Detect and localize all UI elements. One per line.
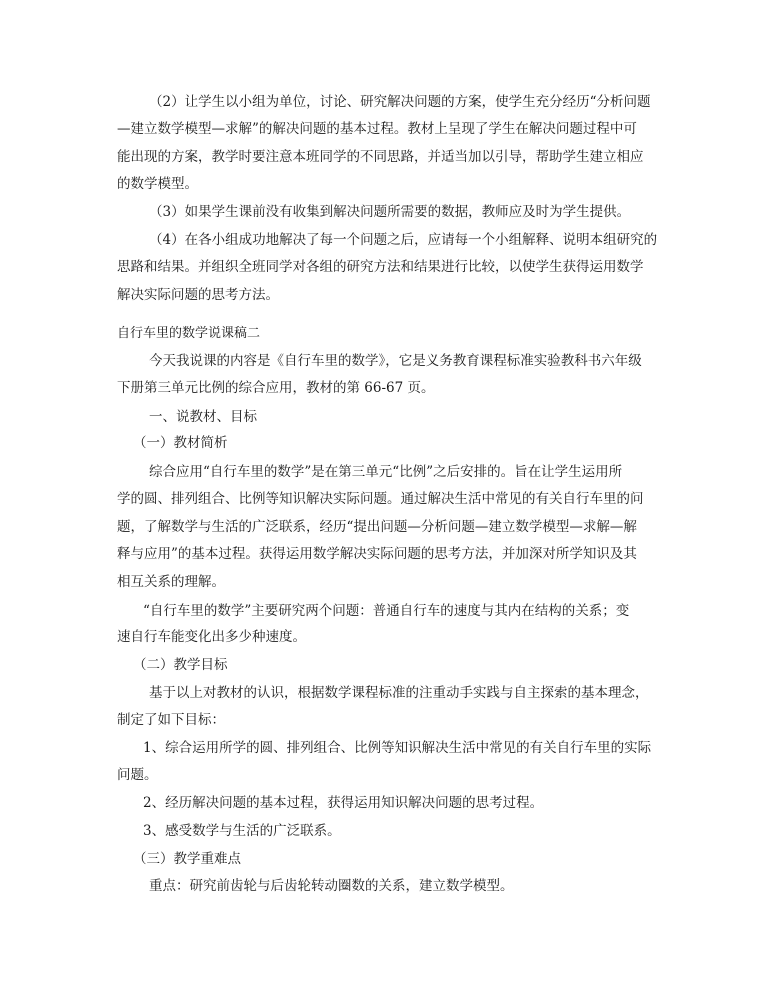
paragraph-line: 重点：研究前齿轮与后齿轮转动圈数的关系，建立数学模型。 [149,878,514,894]
paragraph-line: 题，了解数学与生活的广泛联系，经历“提出问题—分析问题—建立数学模型—求解—解 [117,519,637,535]
paragraph-line: 释与应用”的基本过程。获得运用数学解决实际问题的思考方法，并加深对所学知识及其 [117,546,637,562]
paragraph-line: 一、说教材、目标 [149,409,257,425]
paragraph-line: 相互关系的理解。 [117,574,225,590]
paragraph-line: （4）在各小组成功地解决了每一个问题之后，应请每一个小组解释、说明本组研究的 [149,232,658,248]
paragraph-line: 能出现的方案，教学时要注意本班同学的不同思路，并适当加以引导，帮助学生建立相应 [117,149,644,165]
paragraph-line: 的数学模型。 [117,176,198,192]
paragraph-line: （3）如果学生课前没有收集到解决问题所需要的数据，教师应及时为学生提供。 [149,204,631,220]
paragraph-line: 问题。 [117,767,158,783]
paragraph-line: 今天我说课的内容是《自行车里的数学》，它是义务教育课程标准实验教科书六年级 [149,353,642,369]
paragraph-line: 综合应用“自行车里的数学”是在第三单元“比例”之后安排的。旨在让学生运用所 [149,464,623,480]
paragraph-line: 学的圆、排列组合、比例等知识解决实际问题。通过解决生活中常见的有关自行车里的问 [117,491,644,507]
section-title: 自行车里的数学说课稿二 [117,326,261,341]
paragraph-line: 3、感受数学与生活的广泛联系。 [143,823,341,839]
paragraph-line: 2、经历解决问题的基本过程，获得运用知识解决问题的思考过程。 [143,795,544,811]
paragraph-line: 基于以上对教材的认识，根据数学课程标准的注重动手实践与自主探索的基本理念， [149,685,649,701]
paragraph-line: —建立数学模型—求解”的解决问题的基本过程。教材上呈现了学生在解决问题过程中可 [117,121,637,137]
paragraph-line: （三）教学重难点 [133,851,241,867]
paragraph-line: 下册第三单元比例的综合应用，教材的第 66-67 页。 [117,380,435,396]
paragraph-line: （二）教学目标 [133,657,228,673]
paragraph-line: 思路和结果。并组织全班同学对各组的研究方法和结果进行比较，以使学生获得运用数学 [117,259,644,275]
paragraph-line: “自行车里的数学”主要研究两个问题：普通自行车的速度与其内在结构的关系；变 [143,603,630,619]
paragraph-line: 1、综合运用所学的圆、排列组合、比例等知识解决生活中常见的有关自行车里的实际 [143,740,652,756]
paragraph-line: 解决实际问题的思考方法。 [117,287,279,303]
paragraph-line: 制定了如下目标： [117,712,225,728]
paragraph-line: （2）让学生以小组为单位，讨论、研究解决问题的方案，使学生充分经历“分析问题 [149,94,651,110]
paragraph-line: （一）教材简析 [133,435,228,451]
paragraph-line: 速自行车能变化出多少种速度。 [117,629,306,645]
